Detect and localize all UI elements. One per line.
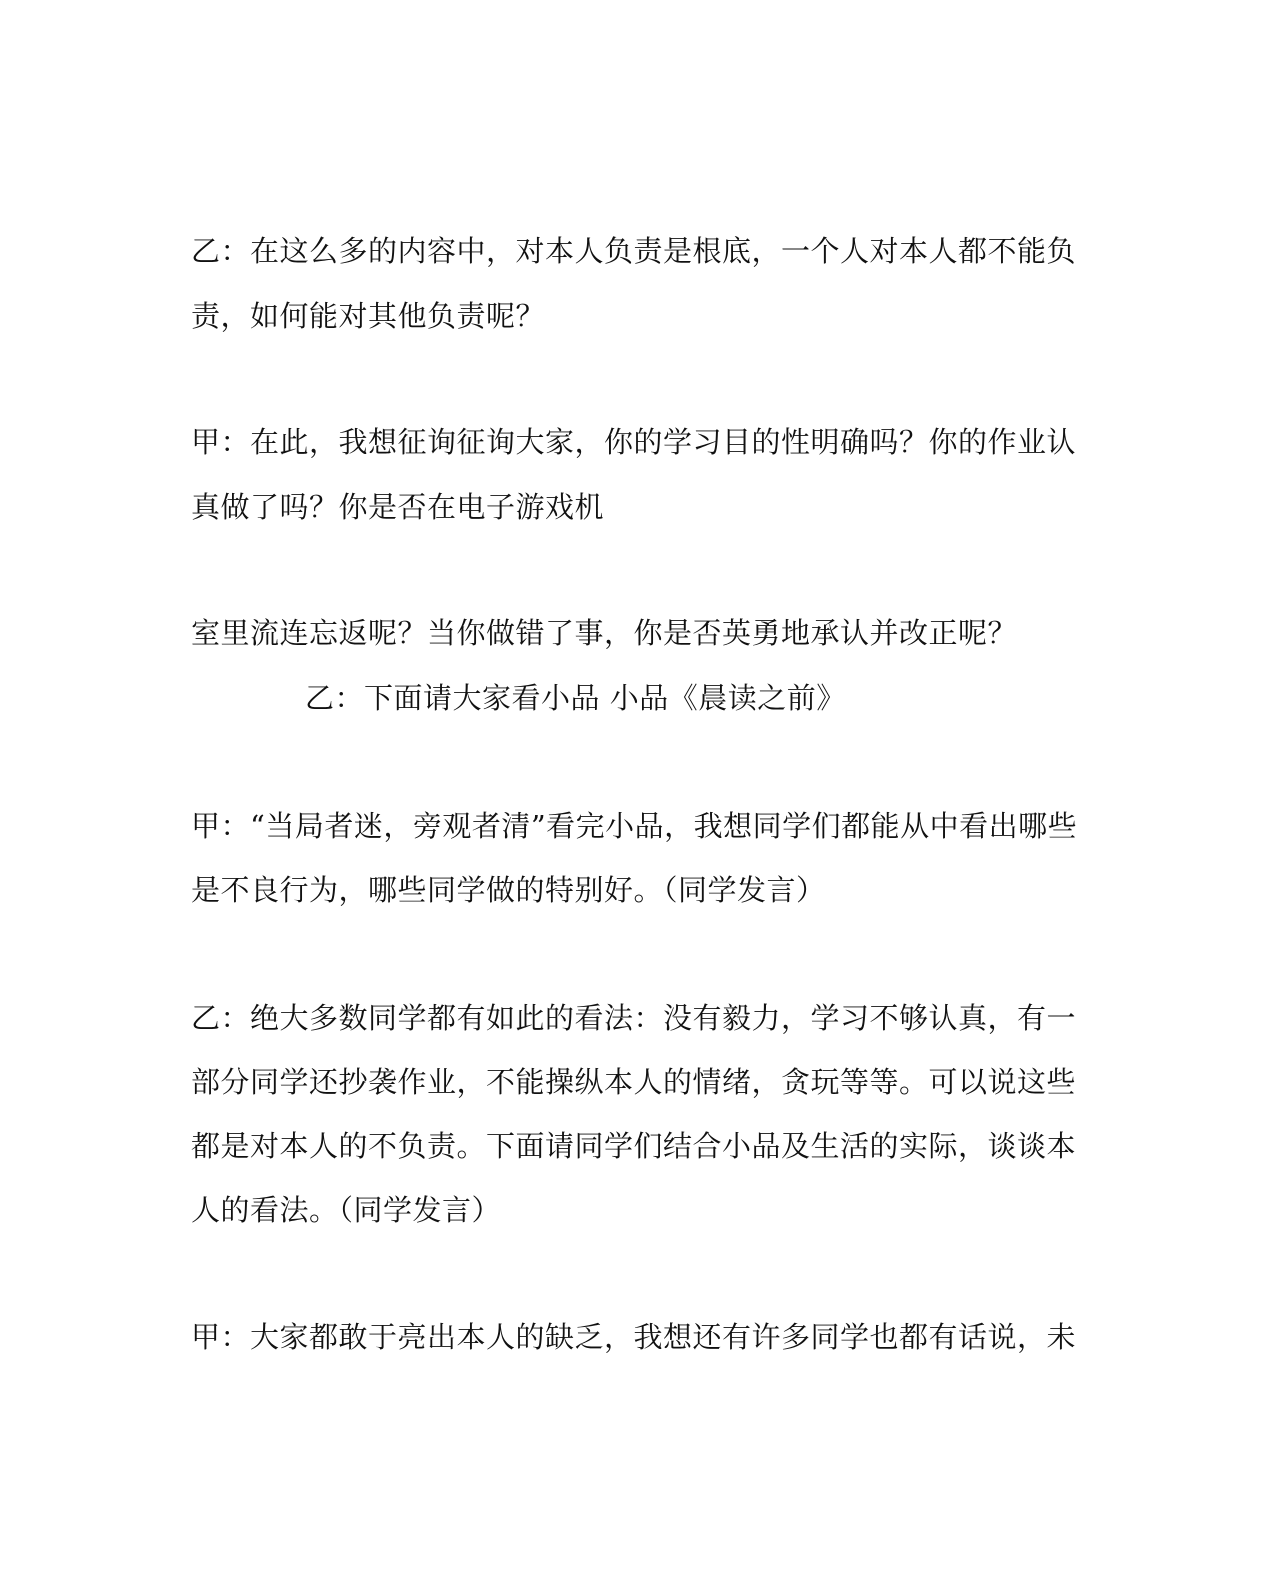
text-line: 甲：大家都敢于亮出本人的缺乏，我想还有许多同学也都有话说，未 xyxy=(191,1320,1077,1354)
text-line: 甲：“当局者迷，旁观者清”看完小品，我想同学们都能从中看出哪些 xyxy=(191,809,1078,843)
text-line: 部分同学还抄袭作业，不能操纵本人的情绪，贪玩等等。可以说这些 xyxy=(191,1065,1077,1099)
text-line: 乙：下面请大家看小品 小品《晨读之前》 xyxy=(305,681,846,715)
text-line: 乙：在这么多的内容中，对本人负责是根底，一个人对本人都不能负 xyxy=(191,234,1077,268)
text-line: 乙：绝大多数同学都有如此的看法：没有毅力，学习不够认真，有一 xyxy=(191,1001,1077,1035)
text-line: 人的看法。（同学发言） xyxy=(191,1193,502,1227)
text-line: 都是对本人的不负责。下面请同学们结合小品及生活的实际，谈谈本 xyxy=(191,1129,1077,1163)
text-line: 甲：在此，我想征询征询大家，你的学习目的性明确吗？你的作业认 xyxy=(191,425,1077,459)
text-line: 责，如何能对其他负责呢？ xyxy=(191,299,546,333)
text-line: 是不良行为，哪些同学做的特别好。（同学发言） xyxy=(191,873,826,907)
text-line: 真做了吗？你是否在电子游戏机 xyxy=(191,490,605,524)
text-line: 室里流连忘返呢？当你做错了事，你是否英勇地承认并改正呢？ xyxy=(191,616,1018,650)
